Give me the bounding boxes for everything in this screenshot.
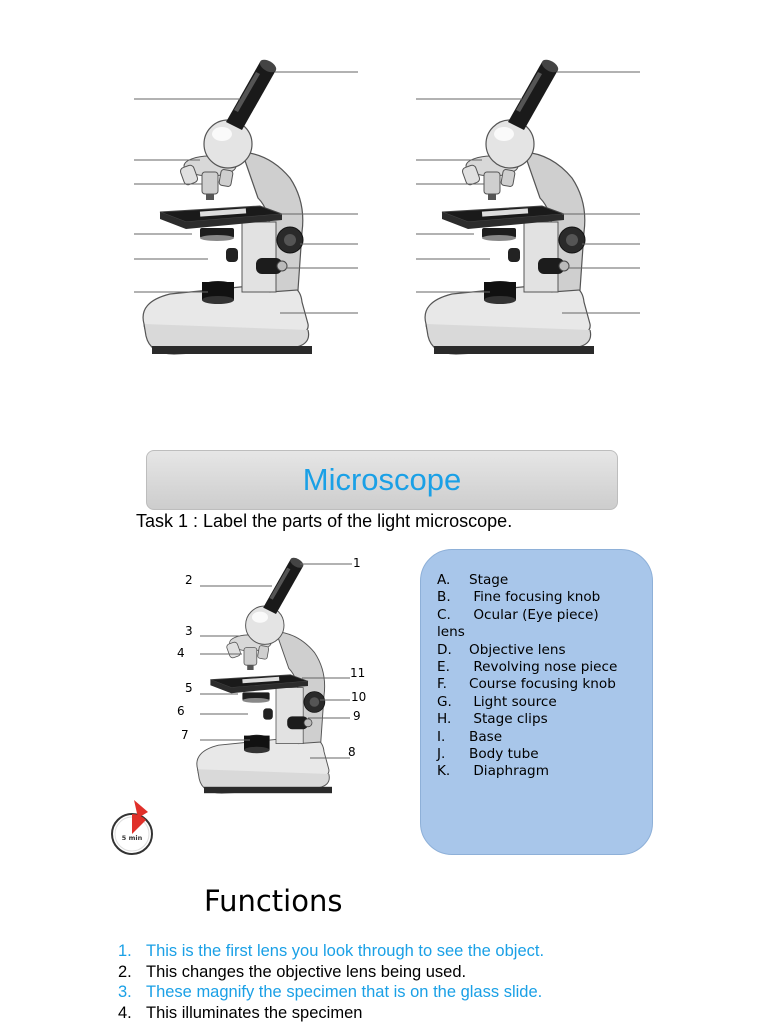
answer-key-item: A. Stage — [437, 572, 509, 588]
blank-diagram-left — [130, 62, 370, 362]
answer-key-item: B. Fine focusing knob — [437, 589, 601, 606]
answer-key-item: H. Stage clips — [437, 711, 548, 728]
diagram-label-3: 3 — [185, 624, 193, 638]
timer-label: 5 min — [121, 834, 143, 842]
answer-key-item: C. Ocular (Eye piece) — [437, 606, 599, 623]
answer-key-item: D. Objective lens — [437, 641, 566, 658]
diagram-label-11: 11 — [350, 666, 366, 680]
functions-heading: Functions — [204, 884, 343, 918]
answer-key-item: K. Diaphragm — [437, 763, 549, 780]
diagram-label-1: 1 — [353, 556, 361, 570]
diagram-label-10: 10 — [351, 690, 367, 704]
function-item: 4. This illuminates the specimen — [118, 1004, 363, 1023]
title-banner — [146, 450, 618, 510]
answer-key-item: F. Course focusing knob — [437, 676, 616, 693]
answer-key-item-continued: lens — [437, 624, 465, 641]
stopwatch-icon — [108, 798, 158, 858]
diagram-label-8: 8 — [348, 745, 356, 759]
diagram-label-4: 4 — [177, 646, 185, 660]
diagram-label-6: 6 — [177, 704, 185, 718]
function-item: 2. This changes the objective lens being used. — [118, 962, 467, 981]
function-item: 3. These magnify the specimen that is on the glass slide. — [118, 983, 543, 1002]
diagram-label-5: 5 — [185, 681, 193, 695]
page-title: Microscope — [302, 462, 462, 497]
answer-key-item: J. Body tube — [437, 746, 539, 763]
functions-list — [118, 941, 544, 1024]
answer-key-item: E. Revolving nose piece — [437, 659, 618, 676]
function-item: 1. This is the first lens you look through to see the object. — [118, 942, 545, 960]
answer-key-item: I. Base — [437, 728, 503, 745]
task-instruction: Task 1 : Label the parts of the light microscope. — [136, 511, 513, 531]
diagram-label-2: 2 — [185, 573, 193, 587]
answer-key-item: G. Light source — [437, 693, 557, 710]
diagram-label-7: 7 — [181, 728, 189, 742]
answer-key-list — [437, 572, 647, 781]
blank-diagram-right — [412, 62, 652, 362]
diagram-label-9: 9 — [353, 709, 361, 723]
